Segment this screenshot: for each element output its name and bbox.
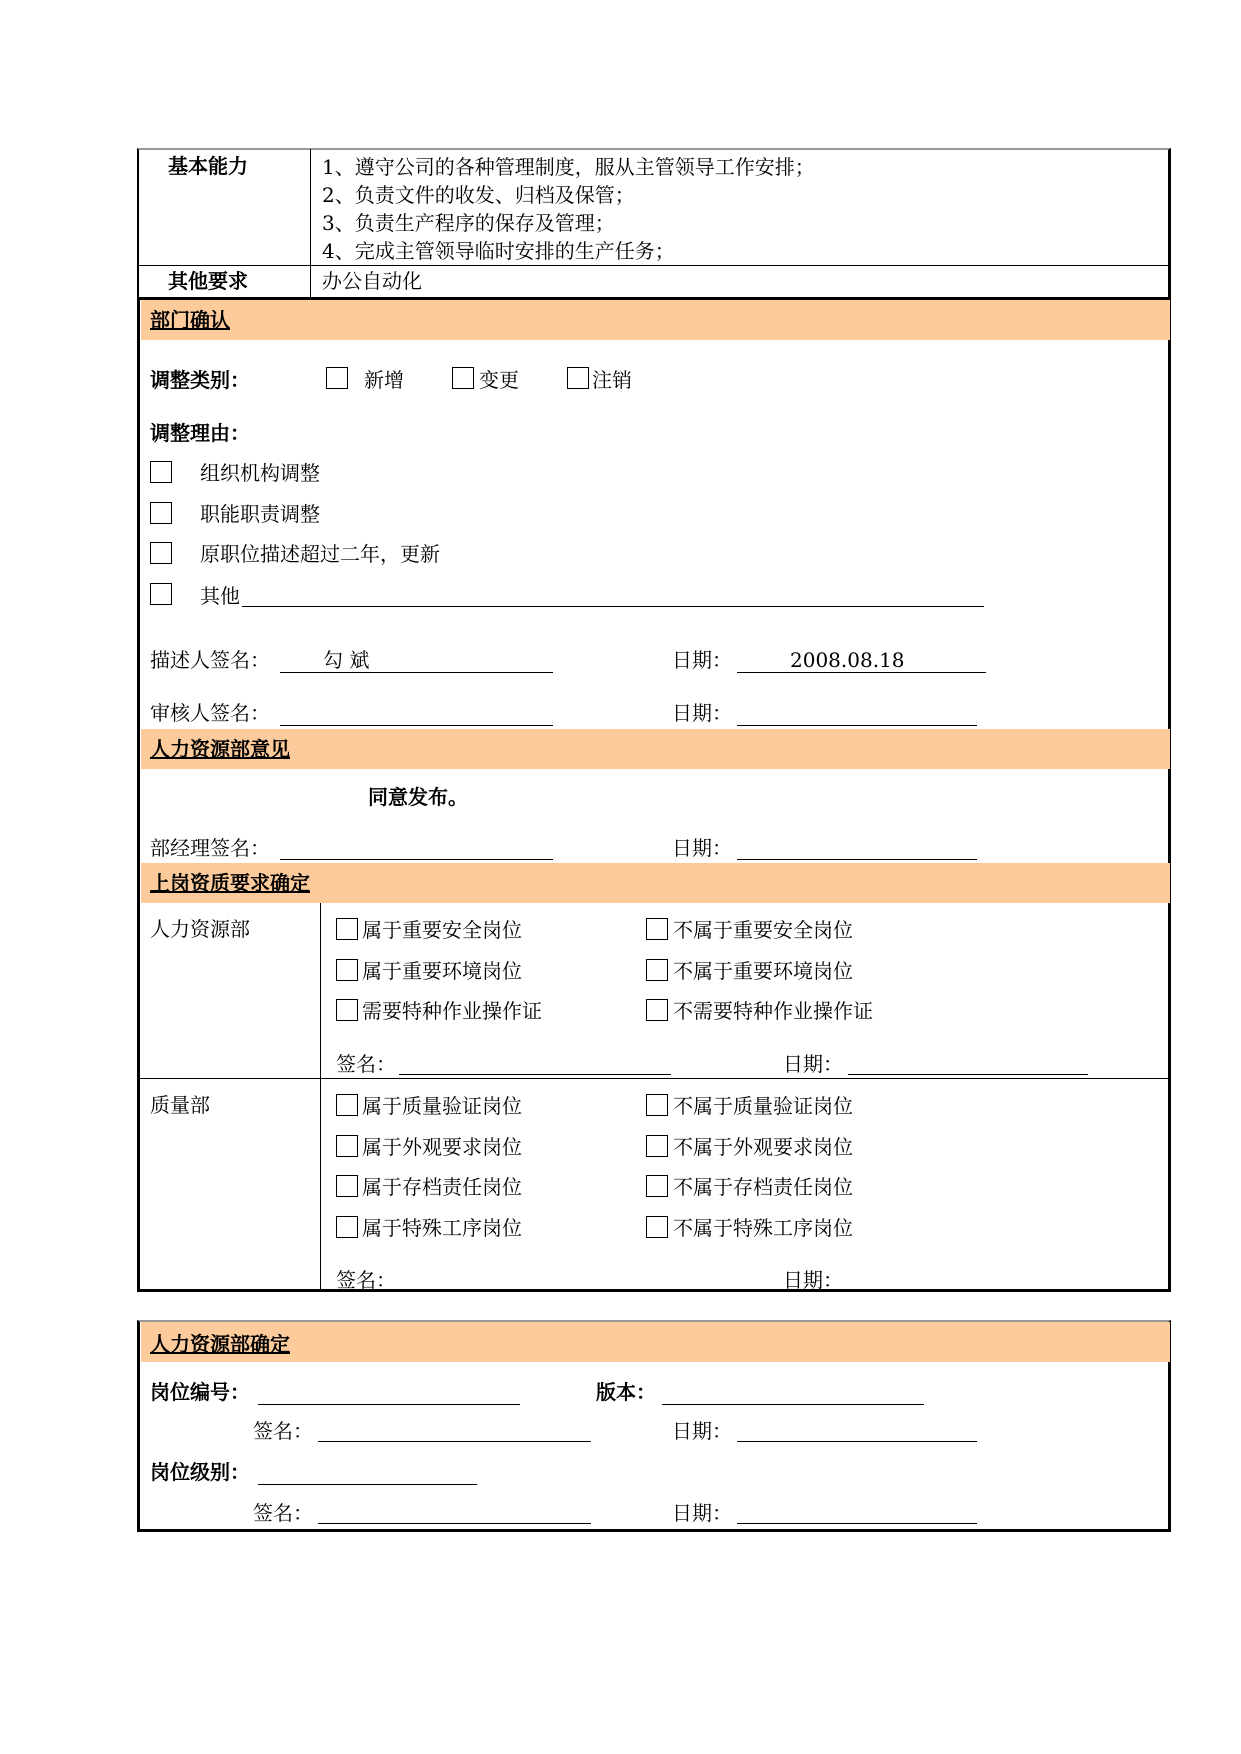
describer-value: 勾 斌 bbox=[323, 648, 370, 672]
hr-left-1: 属于重要安全岗位 bbox=[362, 918, 522, 942]
qualification-divider bbox=[320, 903, 321, 1292]
hr-date-line[interactable] bbox=[848, 1074, 1088, 1075]
abilities-label: 基本能力 bbox=[168, 154, 248, 178]
quality-left-checkbox-1[interactable] bbox=[336, 1094, 358, 1116]
hr-opinion-header: 人力资源部意见 bbox=[150, 737, 290, 761]
hr-right-1: 不属于重要安全岗位 bbox=[673, 918, 853, 942]
post-no-date-label: 日期： bbox=[672, 1419, 732, 1443]
quality-right-4: 不属于特殊工序岗位 bbox=[673, 1216, 853, 1240]
qualification-row-divider bbox=[140, 1078, 1169, 1079]
reason-1: 组织机构调整 bbox=[200, 461, 320, 485]
hr-right-2: 不属于重要环境岗位 bbox=[673, 959, 853, 983]
quality-right-checkbox-3[interactable] bbox=[646, 1175, 668, 1197]
adjust-type-checkbox-new[interactable] bbox=[326, 367, 348, 389]
qualification-header: 上岗资质要求确定 bbox=[150, 871, 310, 895]
quality-left-checkbox-2[interactable] bbox=[336, 1135, 358, 1157]
quality-sign-line[interactable] bbox=[399, 1290, 671, 1291]
hr-opinion-band bbox=[141, 729, 1170, 769]
abilities-item-2: 2、负责文件的收发、归档及保管； bbox=[322, 183, 635, 207]
post-no-sign-label: 签名： bbox=[253, 1419, 313, 1443]
reason-4: 其他 bbox=[200, 584, 240, 608]
post-no-sign-line[interactable] bbox=[318, 1441, 591, 1442]
reason-checkbox-1[interactable] bbox=[150, 461, 172, 483]
adjust-type-checkbox-change[interactable] bbox=[452, 367, 474, 389]
dept-confirm-header: 部门确认 bbox=[150, 308, 230, 332]
manager-date-label: 日期： bbox=[672, 836, 732, 860]
quality-sign-label: 签名： bbox=[336, 1268, 396, 1292]
adjust-type-label: 调整类别： bbox=[150, 368, 250, 392]
post-grade-sign-label: 签名： bbox=[253, 1501, 313, 1525]
quality-left-3: 属于存档责任岗位 bbox=[362, 1175, 522, 1199]
other-req-label: 其他要求 bbox=[168, 269, 248, 293]
adjust-type-checkbox-cancel[interactable] bbox=[567, 367, 589, 389]
quality-right-checkbox-1[interactable] bbox=[646, 1094, 668, 1116]
manager-sign-label: 部经理签名： bbox=[150, 836, 270, 860]
quality-left-1: 属于质量验证岗位 bbox=[362, 1094, 522, 1118]
reviewer-date-label: 日期： bbox=[672, 701, 732, 725]
quality-right-checkbox-4[interactable] bbox=[646, 1216, 668, 1238]
reason-checkbox-2[interactable] bbox=[150, 502, 172, 524]
adjust-type-change: 变更 bbox=[479, 368, 519, 392]
other-req-value: 办公自动化 bbox=[322, 269, 422, 293]
quality-date-label: 日期： bbox=[783, 1268, 843, 1292]
describer-line[interactable] bbox=[280, 672, 553, 673]
reason-2: 职能职责调整 bbox=[200, 502, 320, 526]
quality-right-3: 不属于存档责任岗位 bbox=[673, 1175, 853, 1199]
quality-date-line[interactable] bbox=[848, 1290, 1088, 1291]
describer-date-label: 日期： bbox=[672, 648, 732, 672]
post-grade-label: 岗位级别： bbox=[150, 1460, 250, 1484]
quality-left-4: 属于特殊工序岗位 bbox=[362, 1216, 522, 1240]
post-grade-date-label: 日期： bbox=[672, 1501, 732, 1525]
adjust-type-cancel: 注销 bbox=[592, 368, 632, 392]
abilities-item-4: 4、完成主管领导临时安排的生产任务； bbox=[322, 239, 675, 263]
hr-right-3: 不需要特种作业操作证 bbox=[673, 999, 873, 1023]
hr-right-checkbox-1[interactable] bbox=[646, 918, 668, 940]
quality-left-checkbox-3[interactable] bbox=[336, 1175, 358, 1197]
hr-dept-label: 人力资源部 bbox=[150, 917, 250, 941]
quality-right-2: 不属于外观要求岗位 bbox=[673, 1135, 853, 1159]
hr-sign-label: 签名： bbox=[336, 1052, 396, 1076]
reviewer-line[interactable] bbox=[280, 725, 553, 726]
describer-date-line[interactable] bbox=[737, 672, 986, 673]
hr-sign-line[interactable] bbox=[399, 1074, 671, 1075]
hr-right-checkbox-3[interactable] bbox=[646, 999, 668, 1021]
manager-date-line[interactable] bbox=[737, 859, 977, 860]
top-table-row-divider bbox=[137, 265, 1171, 266]
hr-date-label: 日期： bbox=[783, 1052, 843, 1076]
post-no-label: 岗位编号： bbox=[150, 1380, 250, 1404]
post-grade-sign-line[interactable] bbox=[318, 1523, 591, 1524]
abilities-item-3: 3、负责生产程序的保存及管理； bbox=[322, 211, 615, 235]
hr-confirm-header: 人力资源部确定 bbox=[150, 1332, 290, 1356]
version-label: 版本： bbox=[596, 1380, 656, 1404]
hr-left-checkbox-3[interactable] bbox=[336, 999, 358, 1021]
dept-confirm-band bbox=[141, 300, 1170, 340]
reviewer-date-line[interactable] bbox=[737, 725, 977, 726]
manager-sign-line[interactable] bbox=[280, 859, 553, 860]
reason-checkbox-3[interactable] bbox=[150, 542, 172, 564]
adjust-type-new: 新增 bbox=[364, 368, 404, 392]
abilities-item-1: 1、遵守公司的各种管理制度，服从主管领导工作安排； bbox=[322, 155, 815, 179]
quality-right-1: 不属于质量验证岗位 bbox=[673, 1094, 853, 1118]
hr-right-checkbox-2[interactable] bbox=[646, 959, 668, 981]
post-no-date-line[interactable] bbox=[737, 1441, 977, 1442]
hr-opinion-text: 同意发布。 bbox=[368, 785, 468, 809]
quality-right-checkbox-2[interactable] bbox=[646, 1135, 668, 1157]
hr-left-2: 属于重要环境岗位 bbox=[362, 959, 522, 983]
hr-left-checkbox-1[interactable] bbox=[336, 918, 358, 940]
reason-3: 原职位描述超过二年，更新 bbox=[200, 542, 440, 566]
hr-left-checkbox-2[interactable] bbox=[336, 959, 358, 981]
quality-left-2: 属于外观要求岗位 bbox=[362, 1135, 522, 1159]
hr-confirm-band bbox=[141, 1322, 1170, 1362]
post-grade-date-line[interactable] bbox=[737, 1523, 977, 1524]
describer-label: 描述人签名： bbox=[150, 648, 270, 672]
post-no-line[interactable] bbox=[258, 1404, 520, 1405]
version-line[interactable] bbox=[662, 1404, 924, 1405]
top-table-divider bbox=[310, 149, 311, 297]
reason-checkbox-4[interactable] bbox=[150, 583, 172, 605]
describer-date-value: 2008.08.18 bbox=[790, 648, 905, 672]
hr-left-3: 需要特种作业操作证 bbox=[362, 999, 542, 1023]
adjust-reason-label: 调整理由： bbox=[150, 421, 250, 445]
reason-other-line[interactable] bbox=[242, 606, 984, 607]
reviewer-label: 审核人签名： bbox=[150, 701, 270, 725]
post-grade-line[interactable] bbox=[258, 1484, 477, 1485]
quality-dept-label: 质量部 bbox=[150, 1093, 210, 1117]
quality-left-checkbox-4[interactable] bbox=[336, 1216, 358, 1238]
